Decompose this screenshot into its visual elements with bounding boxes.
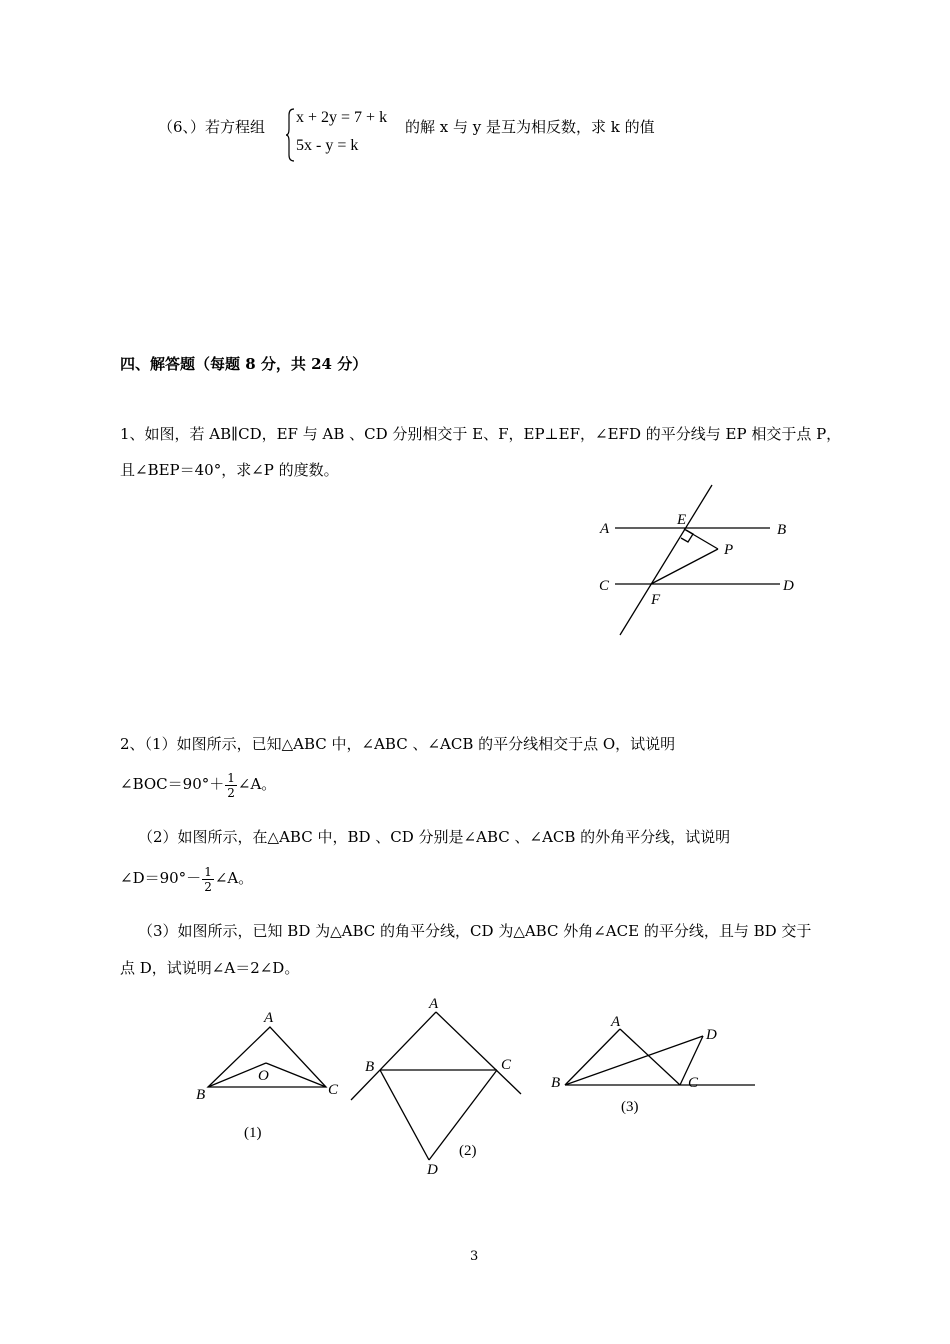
equation-2: 5x - y = k bbox=[296, 137, 359, 154]
label-d: D bbox=[706, 1027, 717, 1043]
segment-ac bbox=[620, 1029, 680, 1085]
label-f: F bbox=[651, 592, 661, 608]
problem2-line4-post: ∠A。 bbox=[214, 869, 254, 887]
label-a: A bbox=[264, 1010, 274, 1026]
label-p: P bbox=[724, 542, 734, 558]
problem2-line2 bbox=[120, 768, 276, 800]
line-ac-extended bbox=[436, 1012, 521, 1094]
caption-3: (3) bbox=[621, 1099, 639, 1115]
equation-1: x + 2y = 7 + k bbox=[296, 109, 388, 126]
caption-1: (1) bbox=[244, 1125, 262, 1141]
caption-2: (2) bbox=[459, 1143, 477, 1159]
problem2-line5: （3）如图所示，已知 BD 为△ABC 的角平分线，CD 为△ABC 外角∠ACE 的平分线，且与 BD 交于 bbox=[138, 922, 812, 940]
problem1-line1: 1、如图，若 AB∥CD，EF 与 AB 、CD 分别相交于 E、F，EP⊥EF，∠EFD 的平分线与 EP 相交于点 P， bbox=[120, 425, 842, 443]
problem2-line4 bbox=[120, 862, 253, 894]
problem2-line2-pre: ∠BOC＝90°＋ bbox=[120, 775, 225, 793]
label-b: B bbox=[196, 1087, 206, 1103]
problem1-line2: 且∠BEP＝40°，求∠P 的度数。 bbox=[120, 461, 339, 479]
label-e: E bbox=[677, 512, 687, 528]
label-a: A bbox=[611, 1014, 621, 1030]
problem2-line3: （2）如图所示，在△ABC 中，BD 、CD 分别是∠ABC 、∠ACB 的外角平分线，试说明 bbox=[138, 828, 731, 846]
label-b: B bbox=[365, 1059, 375, 1075]
label-b: B bbox=[777, 522, 787, 538]
figure-triangle-3 bbox=[545, 1008, 765, 1118]
label-d: D bbox=[427, 1162, 438, 1178]
section-title: 四、解答题（每题 8 分，共 24 分） bbox=[120, 355, 368, 373]
equation-system bbox=[286, 107, 406, 163]
segment-bd bbox=[380, 1070, 429, 1160]
label-o: O bbox=[258, 1068, 269, 1084]
fraction-half: $\frac{1}{2}$ bbox=[227, 770, 235, 800]
problem2-line2-post: ∠A。 bbox=[237, 775, 277, 793]
segment-bd bbox=[565, 1036, 703, 1085]
problem2-line1: 2、（1）如图所示，已知△ABC 中，∠ABC 、∠ACB 的平分线相交于点 O，试说明 bbox=[120, 735, 676, 753]
q6-prefix: （6、）若方程组 bbox=[158, 118, 266, 136]
figure-triangle-2 bbox=[345, 990, 530, 1180]
q6-suffix: 的解 x 与 y 是互为相反数，求 k 的值 bbox=[405, 118, 655, 136]
label-b: B bbox=[551, 1075, 561, 1091]
label-a: A bbox=[600, 521, 610, 537]
segment-fp bbox=[651, 549, 718, 584]
label-c: C bbox=[599, 578, 610, 594]
segment-ab bbox=[565, 1029, 620, 1085]
line-ab-extended bbox=[351, 1012, 436, 1100]
label-c: C bbox=[501, 1057, 512, 1073]
figure-parallel-lines bbox=[590, 480, 810, 645]
label-a: A bbox=[429, 996, 439, 1012]
problem2-line4-pre: ∠D＝90°－ bbox=[120, 869, 202, 887]
figure-triangle-1 bbox=[190, 1000, 350, 1150]
page-number: 3 bbox=[470, 1249, 479, 1264]
label-c: C bbox=[328, 1082, 339, 1098]
label-d: D bbox=[783, 578, 794, 594]
left-brace-icon bbox=[286, 107, 296, 163]
problem2-line6: 点 D，试说明∠A＝2∠D。 bbox=[120, 959, 300, 977]
segment-co bbox=[266, 1063, 326, 1087]
label-c: C bbox=[688, 1075, 699, 1091]
fraction-half-2: $\frac{1}{2}$ bbox=[204, 864, 212, 894]
